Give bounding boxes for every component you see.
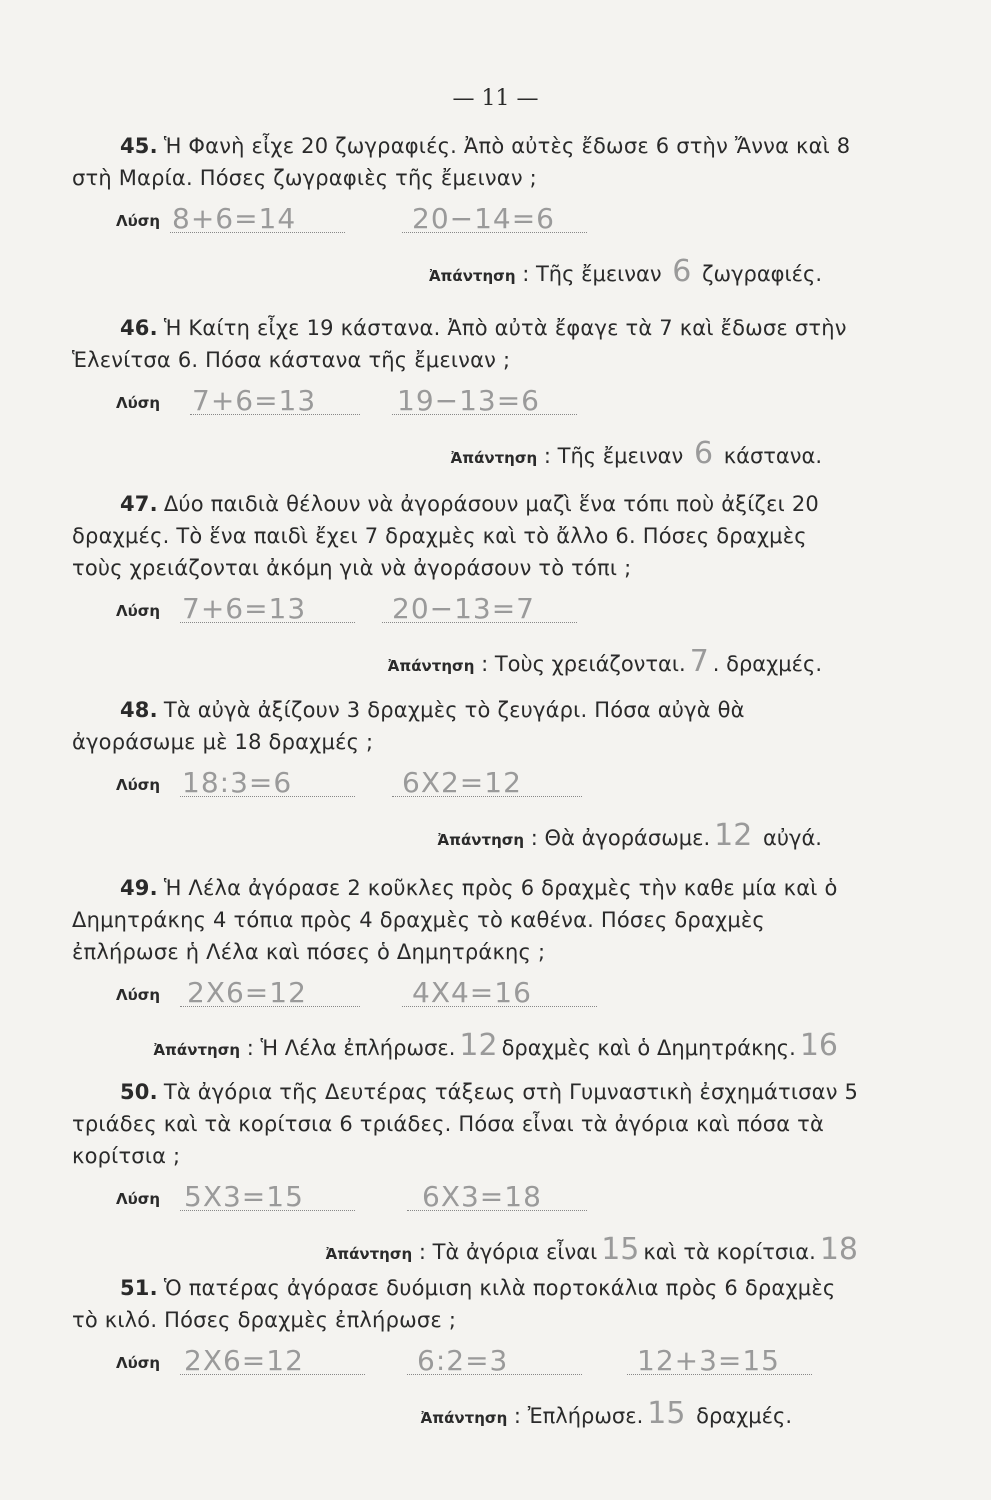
problem-text: Τὰ ἀγόρια τῆς Δευτέρας τάξεως στὴ Γυμναστικὴ ἐσχημάτισαν 5 τριάδες καὶ τὰ κορίτσια 6 τριάδες. Πόσα εἶναι τὰ ἀγόρια καὶ πόσα τὰ κορίτσια ; (72, 1080, 859, 1168)
handwritten-solution: 6:2=3 (417, 1344, 509, 1377)
answer-text: . δραχμές. (712, 652, 822, 676)
answer-row: Ἀπάντηση : Τὰ ἀγόρια εἶναι 15 καὶ τὰ κορίτσια. 18 (72, 1226, 862, 1266)
answer-text: Ἐπλήρωσε. (527, 1404, 644, 1428)
answer-text: αὐγά. (763, 826, 822, 850)
page-number: — 11 — (452, 86, 539, 111)
answer-label: Ἀπάντηση (450, 449, 538, 467)
problem-48 (72, 694, 862, 852)
handwritten-answer: 18 (819, 1232, 858, 1267)
handwritten-answer: 12 (459, 1028, 498, 1063)
answer-label: Ἀπάντηση (153, 1041, 241, 1059)
answer-label: Ἀπάντηση (428, 267, 516, 285)
problem-text: Ἡ Καίτη εἶχε 19 κάστανα. Ἀπὸ αὐτὰ ἔφαγε τὰ 7 καὶ ἔδωσε στὴν Ἑλενίτσα 6. Πόσα κάστανα τῆς ἔμειναν ; (72, 316, 847, 372)
solution-label: Λύση (116, 1354, 161, 1372)
answer-text: δραχμές. (696, 1404, 792, 1428)
problem-number: 48. (120, 698, 158, 722)
answer-text: καὶ τὰ κορίτσια. (643, 1240, 816, 1264)
solution-row (72, 198, 862, 238)
solution-label: Λύση (116, 986, 161, 1004)
answer-row: Ἀπάντηση : Ἐπλήρωσε. 15 δραχμές. (420, 1396, 792, 1431)
answer-row: Ἀπάντηση : Ἡ Λέλα ἐπλήρωσε. 12 δραχμὲς καὶ ὁ Δημητράκης. 16 (72, 1022, 862, 1062)
answer-text: Τῆς ἔμειναν (535, 262, 662, 286)
answer-label: Ἀπάντηση (420, 1409, 508, 1427)
handwritten-solution: 12+3=15 (637, 1344, 780, 1377)
handwritten-solution: 4X4=16 (412, 976, 532, 1009)
problem-49 (72, 872, 862, 1062)
handwritten-solution: 5X3=15 (184, 1180, 304, 1213)
handwritten-solution: 2X6=12 (187, 976, 307, 1009)
problem-text: Δύο παιδιὰ θέλουν νὰ ἀγοράσουν μαζὶ ἕνα τόπι ποὺ ἀξίζει 20 δραχμές. Τὸ ἕνα παιδὶ ἔχει 7 δραχμὲς καὶ τὸ ἄλλο 6. Πόσες δραχμὲς τοὺς χρειάζονται ἀκόμη γιὰ νὰ ἀγοράσουν τὸ τόπι ; (72, 492, 819, 580)
problem-46 (72, 312, 862, 470)
problem-47 (72, 488, 862, 678)
problem-text: Ὁ πατέρας ἀγόρασε δυόμιση κιλὰ πορτοκάλια πρὸς 6 δραχμὲς τὸ κιλό. Πόσες δραχμὲς ἐπλήρωσε ; (72, 1276, 836, 1332)
handwritten-solution: 20−13=7 (392, 592, 535, 625)
answer-row: Ἀπάντηση : Θὰ ἀγοράσωμε. 12 αὐγά. (437, 818, 822, 853)
answer-label: Ἀπάντηση (387, 657, 475, 675)
solution-label: Λύση (116, 776, 161, 794)
answer-text: δραχμὲς καὶ ὁ Δημητράκης. (501, 1036, 796, 1060)
problem-number: 50. (120, 1080, 158, 1104)
handwritten-answer: 12 (714, 818, 753, 853)
answer-text: Ἡ Λέλα ἐπλήρωσε. (260, 1036, 456, 1060)
answer-text: ζωγραφιές. (702, 262, 822, 286)
solution-label: Λύση (116, 212, 161, 230)
handwritten-solution: 6X2=12 (402, 766, 522, 799)
problem-number: 47. (120, 492, 158, 516)
answer-text: Τῆς ἔμειναν (557, 444, 684, 468)
solution-label: Λύση (116, 1190, 161, 1208)
solution-row (72, 1176, 862, 1216)
problem-50 (72, 1076, 862, 1266)
problem-45 (72, 130, 862, 288)
answer-text: Θὰ ἀγοράσωμε. (544, 826, 711, 850)
answer-text: Τὰ ἀγόρια εἶναι (432, 1240, 598, 1264)
answer-label: Ἀπάντηση (325, 1245, 413, 1263)
solution-row (72, 1340, 862, 1380)
problem-text: Ἡ Φανὴ εἶχε 20 ζωγραφιές. Ἀπὸ αὐτὲς ἔδωσε 6 στὴν Ἄννα καὶ 8 στὴ Μαρία. Πόσες ζωγραφιὲς τῆς ἔμειναν ; (72, 134, 851, 190)
solution-label: Λύση (116, 602, 161, 620)
handwritten-solution: 6X3=18 (422, 1180, 542, 1213)
handwritten-solution: 7+6=13 (182, 592, 307, 625)
problem-number: 45. (120, 134, 158, 158)
problem-number: 46. (120, 316, 158, 340)
handwritten-answer: 16 (799, 1028, 838, 1063)
problem-text: Τὰ αὐγὰ ἀξίζουν 3 δραχμὲς τὸ ζευγάρι. Πόσα αὐγὰ θὰ ἀγοράσωμε μὲ 18 δραχμές ; (72, 698, 745, 754)
handwritten-answer: 15 (601, 1232, 640, 1267)
handwritten-answer: 7 (689, 644, 709, 679)
solution-label: Λύση (116, 394, 161, 412)
handwritten-solution: 7+6=13 (192, 384, 317, 417)
handwritten-answer: 15 (647, 1396, 686, 1431)
solution-row (72, 588, 862, 628)
handwritten-solution: 19−13=6 (397, 384, 540, 417)
handwritten-answer: 6 (693, 436, 714, 471)
problem-51 (72, 1272, 862, 1430)
answer-text: κάστανα. (723, 444, 822, 468)
problem-text: Ἡ Λέλα ἀγόρασε 2 κοῦκλες πρὸς 6 δραχμὲς τὴν καθε μία καὶ ὁ Δημητράκης 4 τόπια πρὸς 4 δραχμὲς τὸ καθένα. Πόσες δραχμὲς ἐπλήρωσε ἡ Λέλα καὶ πόσες ὁ Δημητράκης ; (72, 876, 838, 964)
handwritten-solution: 20−14=6 (412, 202, 555, 235)
answer-row: Ἀπάντηση : Τῆς ἔμειναν 6 ζωγραφιές. (428, 254, 822, 289)
handwritten-solution: 18:3=6 (182, 766, 293, 799)
answer-row: Ἀπάντηση : Τοὺς χρειάζονται. 7 . δραχμές. (387, 644, 822, 679)
answer-row: Ἀπάντηση : Τῆς ἔμειναν 6 κάστανα. (450, 436, 822, 471)
solution-row (72, 972, 862, 1012)
handwritten-answer: 6 (672, 254, 692, 289)
answer-text: Τοὺς χρειάζονται. (494, 652, 686, 676)
solution-row (72, 380, 862, 420)
problem-number: 49. (120, 876, 158, 900)
handwritten-solution: 8+6=14 (172, 202, 297, 235)
handwritten-solution: 2X6=12 (184, 1344, 304, 1377)
solution-row (72, 762, 862, 802)
answer-label: Ἀπάντηση (437, 831, 525, 849)
problem-number: 51. (120, 1276, 158, 1300)
